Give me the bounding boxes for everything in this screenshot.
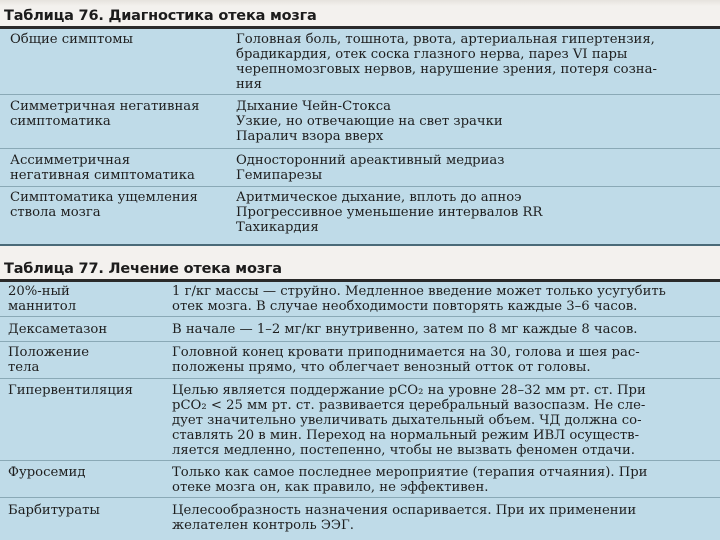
t76-divider xyxy=(0,148,720,149)
t76-row1-label: Общие симптомы xyxy=(10,32,134,47)
t77-row2-label: Дексаметазон xyxy=(8,322,108,337)
table-77 xyxy=(0,282,720,540)
t77-row6-value: Целесообразность назначения оспаривается. При их применении желателен контроль ЭЭГ. xyxy=(172,503,637,533)
t76-row2-label: Симметричная негативная симптоматика xyxy=(10,99,200,129)
t77-row5-label: Фуросемид xyxy=(8,465,86,480)
t77-divider xyxy=(0,497,720,498)
table-76-bottom-rule xyxy=(0,244,720,246)
t76-divider xyxy=(0,186,720,187)
t77-row4-label: Гипервентиляция xyxy=(8,383,133,398)
t76-divider xyxy=(0,94,720,95)
t76-row1-value: Головная боль, тошнота, рвота, артериальная гипертензия, брадикардия, отек соска глазного нерва, парез VI пары черепномозговых нервов, нарушение зрения, потеря созна- ния xyxy=(236,32,657,92)
t77-divider xyxy=(0,378,720,379)
table-76 xyxy=(0,29,720,244)
t77-row1-value: 1 г/кг массы — струйно. Медленное введение может только усугубить отек мозга. В случае необходимости повторять каждые 3–6 часов. xyxy=(172,284,666,314)
t77-row1-label: 20%-ный маннитол xyxy=(8,284,77,314)
table-76-title: Таблица 76. Диагностика отека мозга xyxy=(4,8,317,24)
t76-row3-value: Односторонний ареактивный медриаз Гемипарезы xyxy=(236,153,505,183)
t77-divider xyxy=(0,460,720,461)
t77-divider xyxy=(0,316,720,317)
t77-row6-label: Барбитураты xyxy=(8,503,100,518)
page-top-shade xyxy=(0,0,720,6)
t77-row3-value: Головной конец кровати приподнимается на 30, голова и шея рас- положены прямо, что облегчает венозный отток от головы. xyxy=(172,345,640,375)
t77-row5-value: Только как самое последнее мероприятие (терапия отчаяния). При отеке мозга он, как правило, не эффективен. xyxy=(172,465,648,495)
t76-row2-value: Дыхание Чейн-Стокса Узкие, но отвечающие на свет зрачки Паралич взора вверх xyxy=(236,99,503,144)
t77-row2-value: В начале — 1–2 мг/кг внутривенно, затем по 8 мг каждые 8 часов. xyxy=(172,322,638,337)
t76-row4-value: Аритмическое дыхание, вплоть до апноэ Прогрессивное уменьшение интервалов RR Тахикардия xyxy=(236,190,543,235)
table-77-title: Таблица 77. Лечение отека мозга xyxy=(4,261,282,277)
t76-row4-label: Симптоматика ущемления ствола мозга xyxy=(10,190,198,220)
t77-divider xyxy=(0,341,720,342)
t77-row4-value: Целью является поддержание pCO₂ на уровне 28–32 мм рт. ст. При pCO₂ < 25 мм рт. ст. развивается церебральный вазоспазм. Не сле- дует значительно увеличивать дыхательный объем. ЧД должна со- ставлять 20 в мин. Переход на нормальный режим ИВЛ осуществ- ляется медленно, постепенно, чтобы не вызвать феномен отдачи. xyxy=(172,383,646,458)
t76-row3-label: Ассимметричная негативная симптоматика xyxy=(10,153,195,183)
t77-row3-label: Положение тела xyxy=(8,345,90,375)
